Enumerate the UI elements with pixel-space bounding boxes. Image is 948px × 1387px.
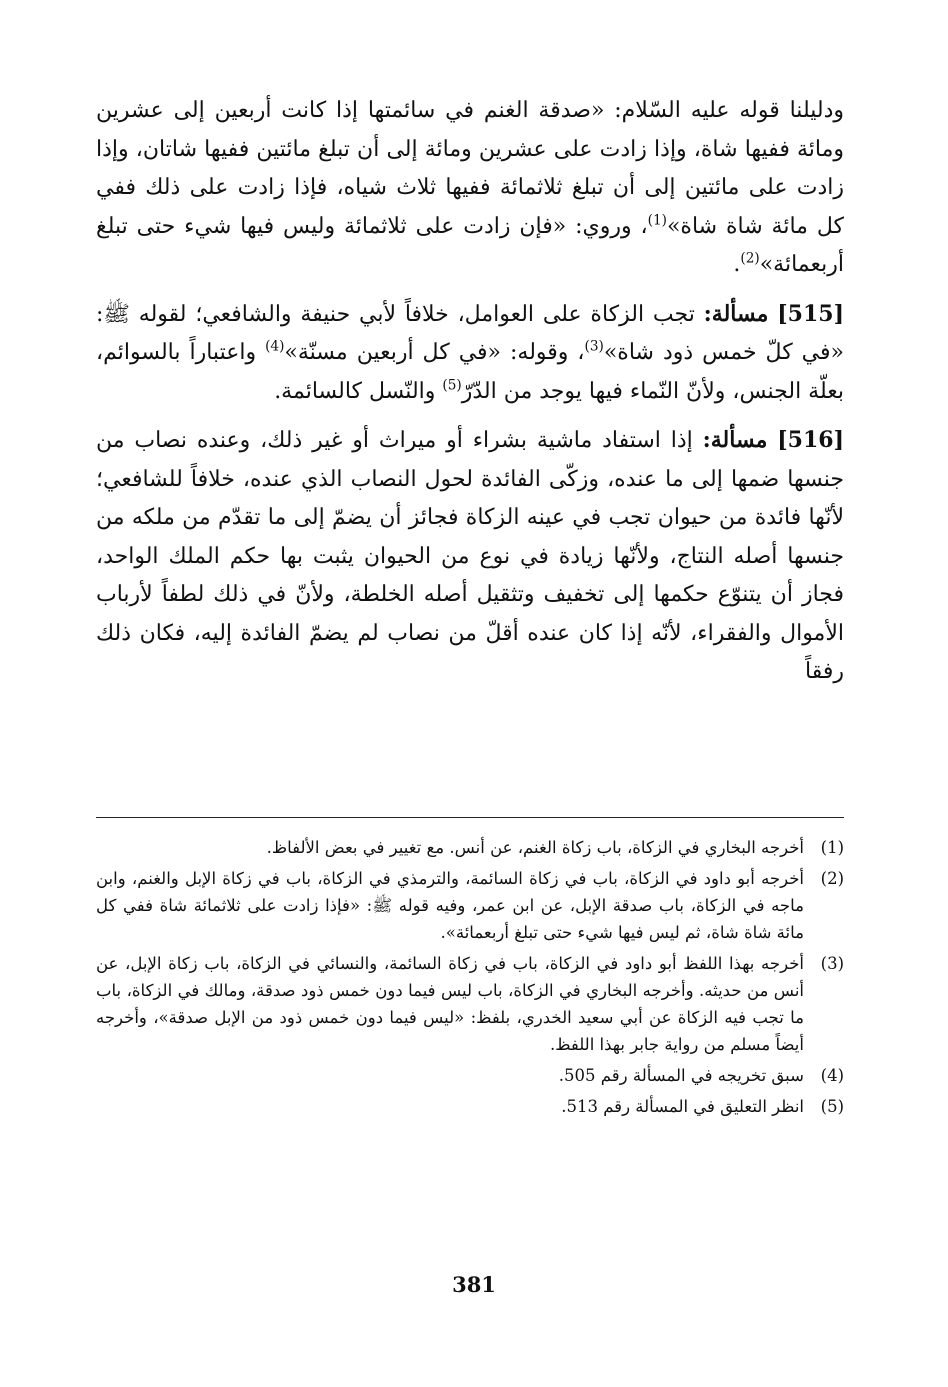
footnote-number: (3)	[820, 954, 844, 973]
footnote	[96, 865, 844, 946]
paragraph-515	[96, 295, 844, 412]
issue-label: مسألة:	[703, 300, 769, 327]
footnote	[96, 834, 844, 861]
footnote-number: (2)	[820, 869, 844, 888]
footnote-number: (5)	[820, 1097, 844, 1116]
main-text	[96, 92, 844, 702]
footnote	[96, 950, 844, 1058]
paragraph-1	[96, 92, 844, 285]
footnote-text: سبق تخريجه في المسألة رقم 505.	[558, 1066, 804, 1085]
footnote-text: أخرجه بهذا اللفظ أبو داود في الزكاة، باب في زكاة السائمة، والنسائي في الزكاة، باب زكاة الإبل، عن أنس من حديثه. وأخرجه البخاري في الزكاة، باب ليس فيما دون خمس ذود صدقة، ومالك في الزكاة، باب ما تجب فيه الزكاة عن أبي سعيد الخدري، بلفظ: «ليس فيما دون خمس ذود من الإبل صدقة»، وأخرجه أيضاً مسلم من رواية جابر بهذا اللفظ.	[96, 954, 804, 1054]
footnote	[96, 1093, 844, 1120]
paragraph-515-text-4: والنّسل كالسائمة.	[274, 378, 443, 404]
issue-number-515: [515]	[777, 300, 844, 327]
page-number: 381	[452, 1272, 496, 1297]
issue-label: مسألة:	[702, 427, 768, 453]
footnote	[96, 1062, 844, 1089]
footnote-number: (1)	[820, 838, 844, 857]
footnote-number: (4)	[820, 1066, 844, 1085]
paragraph-1-text-2: ، وروي: «فإن زادت على ثلاثمائة وليس فيها شيء حتى تبلغ أربعمائة»	[96, 213, 844, 277]
issue-number-516: [516]	[777, 427, 845, 453]
paragraph-1-text-3: .	[733, 252, 741, 277]
paragraph-1-text: ودليلنا قوله عليه السّلام: «صدقة الغنم في سائمتها إذا كانت أربعين إلى عشرين ومائة ففيها شاة، وإذا زادت على عشرين ومائة إلى أن تبلغ مائتين ففيها شاتان، وإذا زادت على مائتين إلى أن تبلغ ثلاثمائة ففيها ثلاث شياه، فإذا زادت على ذلك ففي كل مائة شاة شاة»	[96, 98, 844, 239]
footnote-ref-2: (2)	[740, 250, 760, 267]
footnote-ref-4: (4)	[265, 338, 285, 355]
paragraph-516-text: إذا استفاد ماشية بشراء أو ميراث أو غير ذلك، وعنده نصاب من جنسها ضمها إلى ما عنده، وزكّى الفائدة لحول النصاب الذي عنده، خلافاً للشافعي؛ لأنّها فائدة من حيوان تجب في عينه الزكاة فجائز أن يضمّ إلى ما تقدّم من ملكه من جنسها أصله النتاج، ولأنّها زيادة في نوع من الحيوان يثبت بها حكم الملك الواحد، فجاز أن يتنوّع حكمها إلى تخفيف وتثقيل أصله الخلطة، ولأنّ في ذلك لطفاً لأرباب الأموال والفقراء، لأنّه إذا كان عنده أقلّ من نصاب لم يضمّ الفائدة إليه، فكان ذلك رفقاً	[96, 428, 844, 684]
footnotes	[96, 834, 844, 1124]
footnote-text: أخرجه البخاري في الزكاة، باب زكاة الغنم، عن أنس. مع تغيير في بعض الألفاظ.	[266, 838, 804, 857]
paragraph-516	[96, 421, 844, 692]
footnote-ref-5: (5)	[442, 377, 462, 394]
footnote-ref-1: (1)	[647, 212, 667, 229]
paragraph-515-text-2: ، وقوله: «في كل أربعين مسنّة»	[284, 340, 585, 365]
footnote-text: انظر التعليق في المسألة رقم 513.	[561, 1097, 804, 1116]
footnote-text: أخرجه أبو داود في الزكاة، باب في زكاة السائمة، والترمذي في الزكاة، باب في زكاة الإبل والغنم، وابن ماجه في الزكاة، باب صدقة الإبل، عن ابن عمر، وفيه قوله ﷺ: «فإذا زادت على ثلاثمائة شاة ففي كل مائة شاة شاة، ثم ليس فيها شيء حتى تبلغ أربعمائة».	[96, 869, 804, 942]
footnote-separator	[96, 817, 844, 818]
paragraph-515-text-3: واعتباراً بالسوائم، بعلّة الجنس، ولأنّ النّماء فيها يوجد من الدّرّ	[96, 340, 844, 404]
footnote-ref-3: (3)	[584, 338, 604, 355]
paragraph-515-text: تجب الزكاة على العوامل، خلافاً لأبي حنيفة والشافعي؛ لقوله ﷺ: «في كلّ خمس ذود شاة»	[96, 301, 844, 365]
